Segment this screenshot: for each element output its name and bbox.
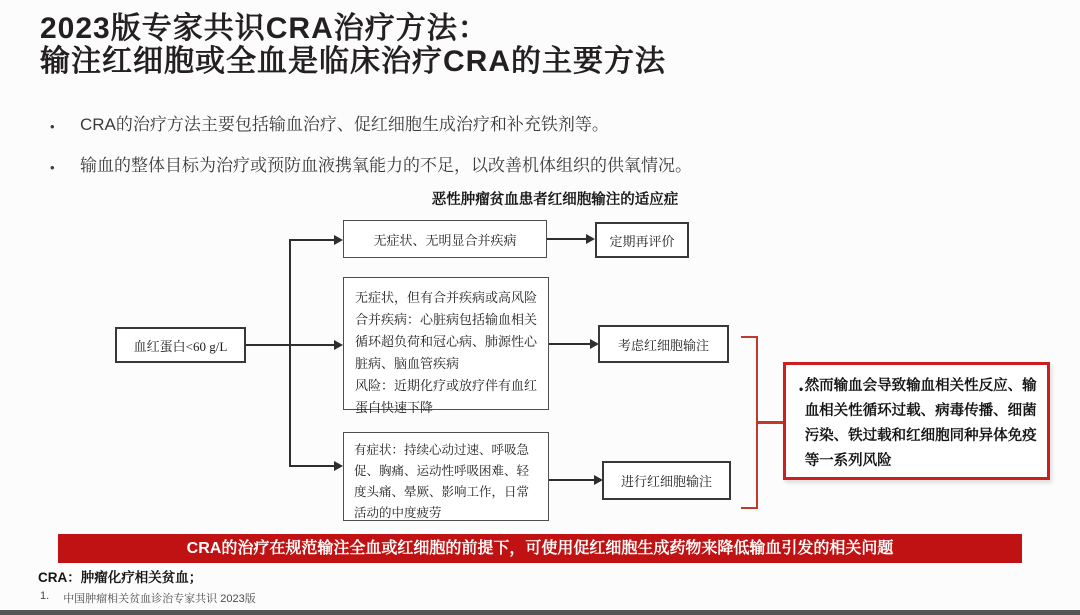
connector-line: [246, 344, 290, 346]
condition-text: 合并疾病：心脏病包括输血相关循环超负荷和冠心病、肺源性心脏病、脑血管疾病: [355, 312, 538, 371]
bullet-dot-icon: •: [799, 382, 804, 396]
arrow-head-icon: [586, 234, 595, 244]
connector-line: [547, 238, 587, 240]
hemoglobin-root-box: 血红蛋白<60 g/L: [115, 327, 246, 363]
footnote-reference-text: 中国肿瘤相关贫血诊治专家共识 2023版: [63, 593, 256, 605]
bullet-text: CRA的治疗方法主要包括输血治疗、促红细胞生成治疗和补充铁剂等。: [80, 115, 609, 134]
connector-line: [289, 465, 334, 467]
condition-box-asymptomatic: 无症状、无明显合并疾病: [343, 220, 547, 258]
connector-line: [549, 479, 595, 481]
bullet-item: [50, 154, 950, 179]
action-box-reevaluate: 定期再评价: [595, 222, 689, 258]
action-box-consider-transfusion: 考虑红细胞输注: [598, 325, 729, 363]
bullet-dot-icon: •: [50, 160, 55, 175]
connector-line: [289, 344, 334, 346]
flowchart-title: 恶性肿瘤贫血患者红细胞输注的适应症: [431, 192, 679, 208]
condition-box-symptomatic: [343, 432, 549, 521]
page-title: [40, 12, 666, 78]
footnote-reference: [40, 590, 256, 606]
arrow-head-icon: [334, 235, 343, 245]
connector-line: [549, 343, 591, 345]
condition-box-comorbidity: [343, 277, 549, 415]
bracket: [741, 336, 758, 509]
bracket-connector-line: [757, 421, 784, 424]
risk-callout-text: 然而输血会导致输血相关性反应、输血相关性循环过载、病毒传播、细菌污染、铁过载和红细胞同种异体免疫等一系列风险: [804, 378, 1037, 469]
connector-line: [289, 239, 291, 467]
arrow-head-icon: [334, 340, 343, 350]
page-title-line-1: 2023版专家共识CRA治疗方法：: [40, 12, 489, 45]
conclusion-banner: [58, 534, 1022, 563]
condition-text: 风险：近期化疗或放疗伴有血红蛋白快速下降: [355, 378, 538, 415]
footnote-reference-number: 1.: [40, 590, 50, 602]
conclusion-banner-text: CRA的治疗在规范输注全血或红细胞的前提下，可使用促红细胞生成药物来降低输血引发的相关问题: [186, 540, 894, 557]
bullet-dot-icon: •: [50, 119, 55, 134]
bottom-bar: [0, 610, 1080, 615]
bullet-item: [50, 113, 950, 138]
footnote-abbreviation: CRA：肿瘤化疗相关贫血；: [38, 570, 203, 585]
risk-callout-box: [783, 362, 1050, 480]
condition-text: 无症状，但有合并疾病或高风险: [355, 290, 538, 305]
connector-line: [289, 239, 334, 241]
page-title-line-2: 输注红细胞或全血是临床治疗CRA的主要方法: [40, 45, 666, 78]
bullet-text: 输血的整体目标为治疗或预防血液携氧能力的不足，以改善机体组织的供氧情况。: [80, 156, 692, 175]
action-box-perform-transfusion: 进行红细胞输注: [602, 461, 731, 500]
condition-text: 有症状：持续心动过速、呼吸急促、胸痛、运动性呼吸困难、轻度头痛、晕厥、影响工作，日常活动的中度疲劳: [354, 443, 530, 520]
arrow-head-icon: [334, 461, 343, 471]
